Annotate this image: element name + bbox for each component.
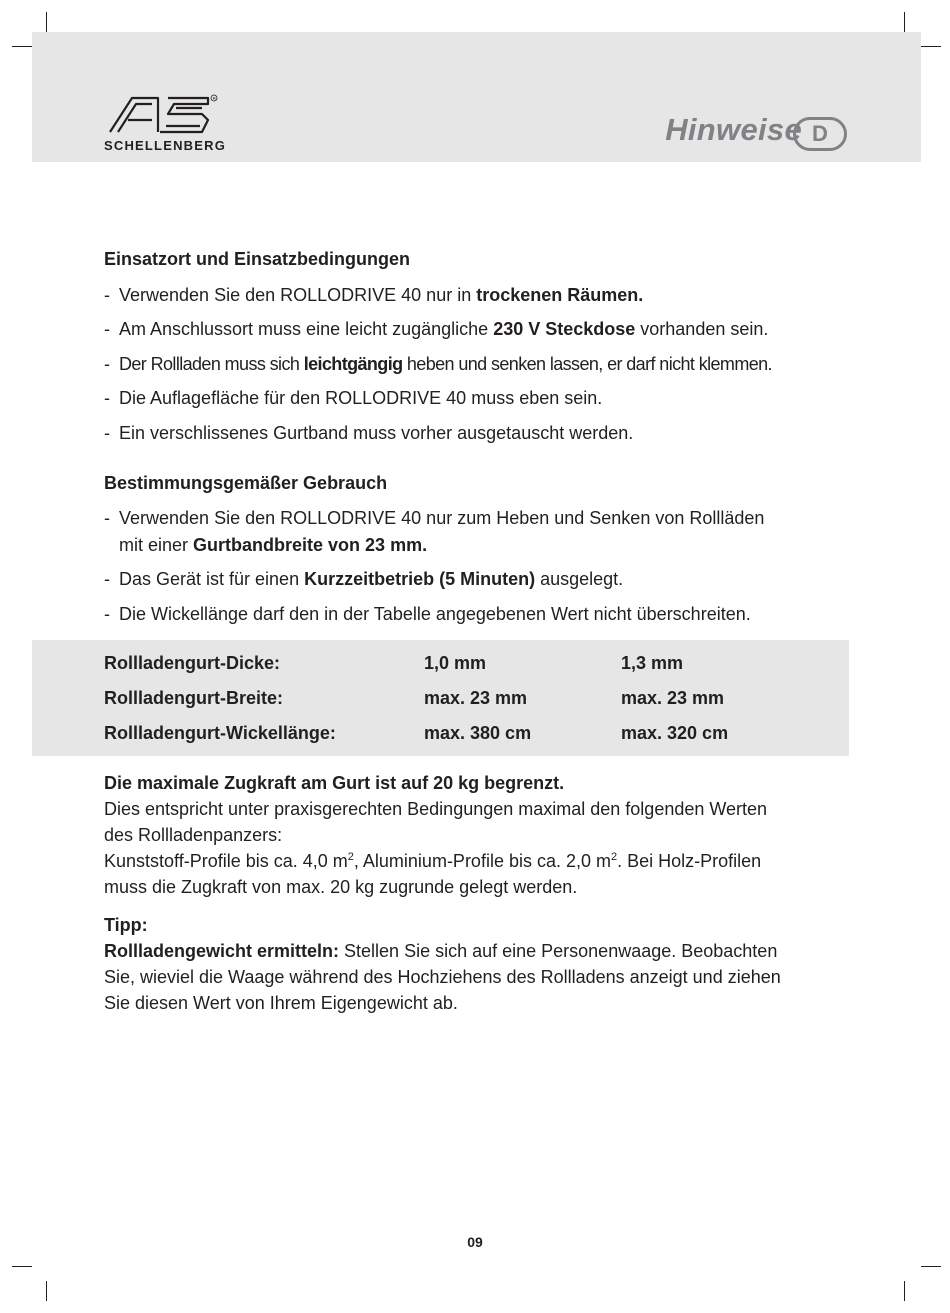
page-title: Hinweise: [665, 112, 802, 147]
table-cell-value: max. 23 mm: [621, 688, 725, 708]
crop-mark: [12, 46, 32, 47]
crop-mark: [904, 12, 905, 32]
page-number: 09: [467, 1234, 483, 1250]
crop-mark: [12, 1266, 32, 1267]
table-cell-value: 1,3 mm: [621, 653, 684, 673]
crop-mark: [921, 1266, 941, 1267]
crop-mark: [904, 1281, 905, 1301]
tip-heading: Tipp:: [104, 915, 148, 935]
list-item: - Die Auflagefläche für den ROLLODRIVE 40 muss eben sein.: [104, 388, 603, 408]
list-item: - Verwenden Sie den ROLLODRIVE 40 nur zum Heben und Senken von Rollläden mit einer Gurtbandbreite von 23 mm.: [104, 508, 765, 555]
crop-mark: [921, 46, 941, 47]
language-badge: D: [793, 117, 847, 151]
svg-text:R: R: [212, 96, 216, 101]
brand-logo-icon: [102, 94, 252, 170]
section-heading-intended-use: Bestimmungsgemäßer Gebrauch: [104, 473, 388, 493]
pull-force-heading: Die maximale Zugkraft am Gurt ist auf 20 kg begrenzt.: [104, 773, 565, 793]
list-item: - Verwenden Sie den ROLLODRIVE 40 nur in trockenen Räumen.: [104, 285, 644, 305]
table-cell-value: max. 320 cm: [621, 723, 729, 743]
table-cell-label: Rollladengurt-Wickellänge:: [104, 723, 336, 743]
table-cell-label: Rollladengurt-Breite:: [104, 688, 284, 708]
table-cell-value: max. 23 mm: [424, 688, 528, 708]
table-cell-label: Rollladengurt-Dicke:: [104, 653, 281, 673]
crop-mark: [46, 12, 47, 32]
brand-name: SCHELLENBERG: [104, 138, 227, 153]
table-cell-value: max. 380 cm: [424, 723, 532, 743]
list-item: - Die Wickellänge darf den in der Tabelle angegebenen Wert nicht überschreiten.: [104, 604, 751, 624]
section-heading-usage-location: Einsatzort und Einsatzbedingungen: [104, 249, 410, 269]
table-cell-value: 1,0 mm: [424, 653, 487, 673]
list-item: - Das Gerät ist für einen Kurzzeitbetrieb (5 Minuten) ausgelegt.: [104, 569, 624, 589]
brand-logo: [72, 60, 227, 160]
list-item: - Der Rollladen muss sich leichtgängig heben und senken lassen, er darf nicht klemmen.: [104, 354, 772, 374]
tip-paragraph: Tipp: Rollladengewicht ermitteln: Stellen Sie sich auf eine Personenwaage. Beobachten Sie, wieviel die Waage während des Hochziehens des Rollladens anzeigt und ziehen Sie diesen Wert von Ihrem Eigengewicht ab.: [104, 915, 781, 1013]
list-item: - Am Anschlussort muss eine leicht zugängliche 230 V Steckdose vorhanden sein.: [104, 319, 769, 339]
crop-mark: [46, 1281, 47, 1301]
pull-force-paragraph: Die maximale Zugkraft am Gurt ist auf 20 kg begrenzt. Dies entspricht unter praxisgerechten Bedingungen maximal den folgenden Werten des Rollladenpanzers: Kunststoff-Profile bis ca. 4,0 $m^2$, Aluminium-Profile bis ca. 2,0 $m^2$. Bei Holz-Profilen muss die Zugkraft von max. 20 kg zugrunde gelegt werden.: [104, 773, 768, 897]
list-item: - Ein verschlissenes Gurtband muss vorher ausgetauscht werden.: [104, 423, 634, 443]
